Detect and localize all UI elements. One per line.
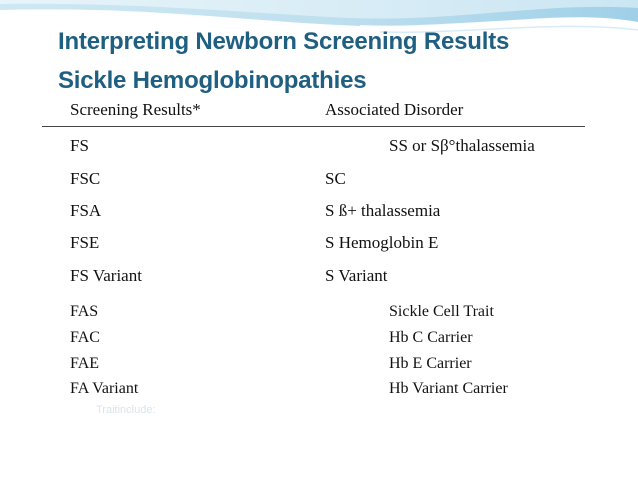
slide-title-line-2: Sickle Hemoglobinopathies <box>58 67 367 94</box>
column-header-associated-disorder: Associated Disorder <box>325 100 464 119</box>
table-cell-result: FSA <box>70 201 102 220</box>
slide-title-line-1: Interpreting Newborn Screening Results <box>58 28 510 55</box>
table-cell-result: FSC <box>70 169 101 188</box>
table-cell-result: FA Variant <box>70 380 139 397</box>
table-cell-result: FS Variant <box>70 266 142 285</box>
table-cell-disorder: S Variant <box>325 266 388 285</box>
table-cell-disorder: S ß+ thalassemia <box>325 201 441 220</box>
table-cell-result: FS <box>70 136 89 155</box>
table-cell-disorder: Hb C Carrier <box>389 329 473 346</box>
table-cell-result: FAS <box>70 303 99 320</box>
table-cell-disorder: S Hemoglobin E <box>325 233 439 252</box>
column-header-screening-results: Screening Results* <box>70 100 201 119</box>
table-cell-result: FAC <box>70 329 100 346</box>
table-cell-disorder: SC <box>325 169 346 188</box>
table-cell-result: FAE <box>70 355 100 372</box>
table-cell-disorder: Hb E Carrier <box>389 355 472 372</box>
faded-ghost-text: Traitinclude: <box>96 404 156 416</box>
header-divider <box>42 126 585 127</box>
table-cell-disorder: Hb Variant Carrier <box>389 380 508 397</box>
table-cell-result: FSE <box>70 233 100 252</box>
table-cell-disorder: SS or Sβ°thalassemia <box>389 136 535 155</box>
table-cell-disorder: Sickle Cell Trait <box>389 303 494 320</box>
